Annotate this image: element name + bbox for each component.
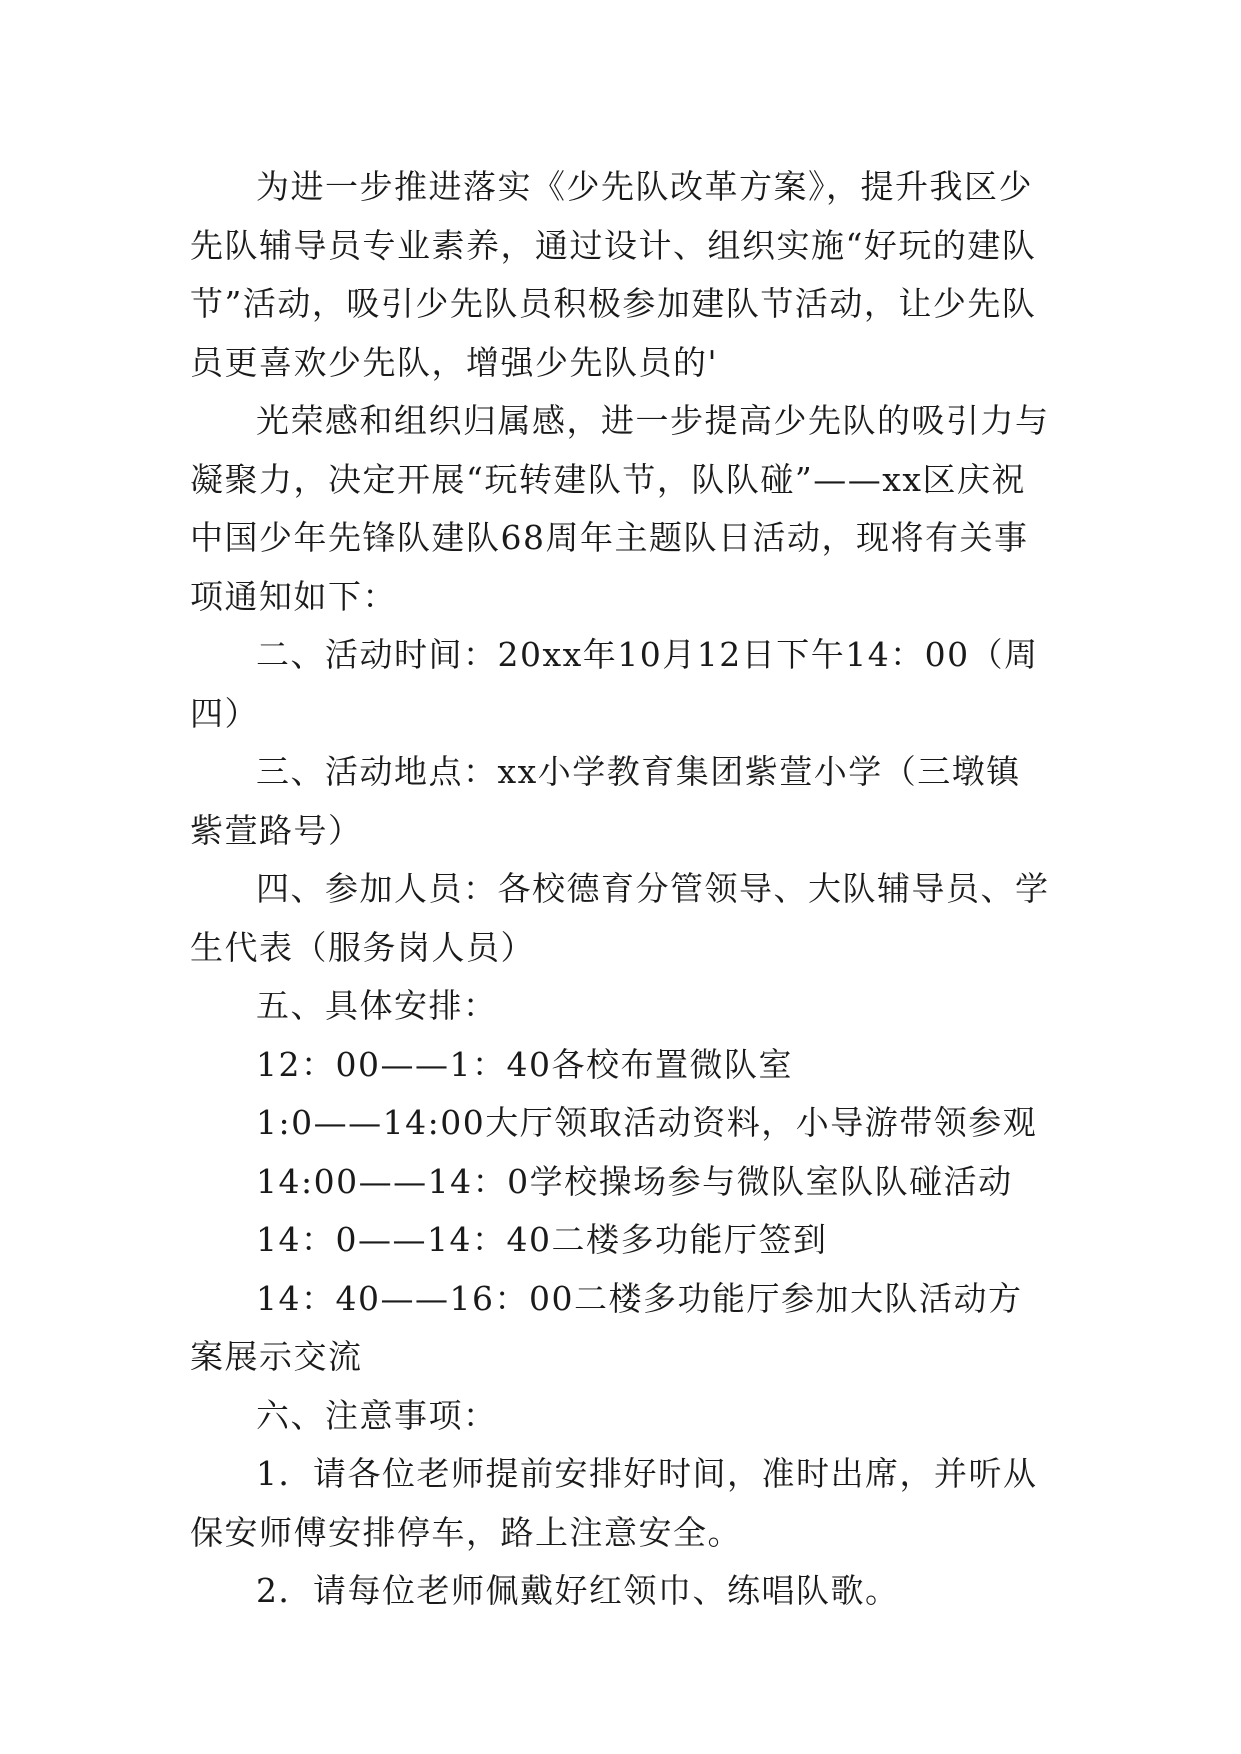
- paragraph-notes-heading: 六、注意事项：: [256, 1395, 498, 1435]
- paragraph-schedule-heading: 五、具体安排：: [256, 986, 498, 1025]
- paragraph-activity-location: 三、活动地点：xx小学教育集团紫萱小学（三墩镇紫萱路号）: [190, 752, 1021, 850]
- paragraph-intro-continued: 光荣感和组织归属感，进一步提高少先队的吸引力与凝聚力，决定开展“玩转建队节，队队碰”——xx区庆祝中国少年先锋队建队68周年主题队日活动，现将有关事项通知如下：: [190, 401, 1050, 616]
- schedule-item: 1:0——14:00大厅领取活动资料，小导游带领参观: [256, 1103, 1038, 1142]
- paragraph-intro: 为进一步推进落实《少先队改革方案》，提升我区少先队辅导员专业素养，通过设计、组织实施“好玩的建队节”活动，吸引少先队员积极参加建队节活动，让少先队员更喜欢少先队，增强少先队员的': [190, 167, 1037, 382]
- note-item: 2．请每位老师佩戴好红领巾、练唱队歌。: [256, 1571, 900, 1610]
- paragraph-participants: 四、参加人员：各校德育分管领导、大队辅导员、学生代表（服务岗人员）: [190, 869, 1050, 967]
- schedule-item: 12：00——1：40各校布置微队室: [256, 1044, 793, 1084]
- paragraph-activity-time: 二、活动时间：20xx年10月12日下午14：00（周四）: [190, 635, 1039, 733]
- schedule-item: 14：0——14：40二楼多功能厅签到: [256, 1220, 828, 1259]
- document-body: [190, 158, 1050, 1621]
- note-item: 1．请各位老师提前安排好时间，准时出席，并听从保安师傅安排停车，路上注意安全。: [190, 1454, 1038, 1552]
- schedule-item: 14：40——16：00二楼多功能厅参加大队活动方案展示交流: [190, 1278, 1023, 1376]
- schedule-item: 14:00——14：0学校操场参与微队室队队碰活动: [256, 1161, 1013, 1201]
